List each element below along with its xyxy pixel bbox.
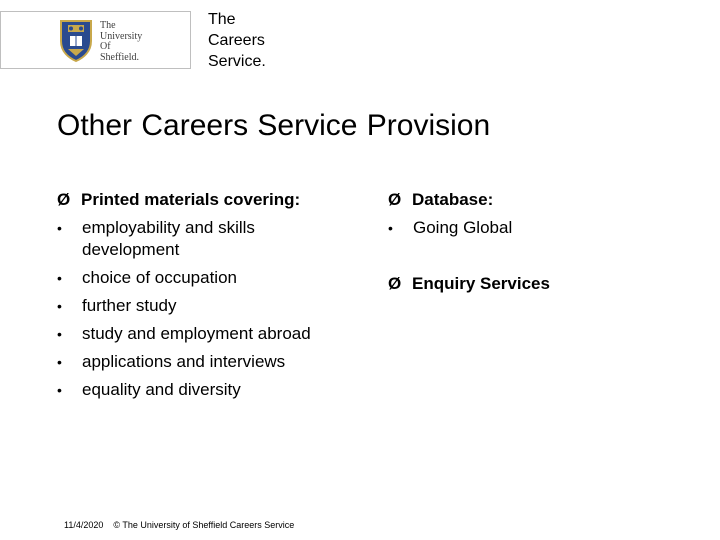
bullet-icon: • bbox=[57, 382, 62, 398]
list-item-text: further study bbox=[82, 296, 177, 315]
list-item-text: development bbox=[82, 240, 180, 259]
footer-date: 11/4/2020 bbox=[64, 520, 104, 530]
list-item-text: choice of occupation bbox=[82, 268, 237, 287]
printed-materials-heading bbox=[57, 189, 300, 211]
list-item-text: applications and interviews bbox=[82, 352, 286, 371]
bullet-icon: • bbox=[57, 354, 62, 370]
bullet-icon: • bbox=[57, 298, 62, 314]
list-item-text: study and employment abroad bbox=[82, 324, 311, 343]
database-heading bbox=[388, 189, 493, 211]
university-logo bbox=[0, 11, 191, 69]
footer-copyright: © The University of Sheffield Careers Service bbox=[113, 520, 295, 530]
bullet-icon: • bbox=[57, 220, 62, 236]
bullet-icon: • bbox=[57, 270, 62, 286]
enquiry-services-heading bbox=[388, 273, 550, 295]
university-shield-icon bbox=[59, 19, 93, 63]
bullet-icon: • bbox=[388, 220, 393, 236]
printed-materials-label: Printed materials covering: bbox=[81, 190, 301, 209]
arrow-bullet-icon: Ø bbox=[57, 190, 71, 209]
footer bbox=[64, 519, 294, 531]
arrow-bullet-icon: Ø bbox=[388, 190, 402, 209]
list-item-text: equality and diversity bbox=[82, 380, 241, 399]
list-item-text: Going Global bbox=[413, 218, 513, 237]
university-logo-text: The University Of Sheffield. bbox=[100, 20, 143, 63]
bullet-icon: • bbox=[57, 326, 62, 342]
list-item-text: employability and skills bbox=[82, 218, 255, 237]
careers-service-title: The Careers Service. bbox=[208, 11, 266, 70]
database-label: Database: bbox=[412, 190, 494, 209]
enquiry-services-label: Enquiry Services bbox=[412, 274, 550, 293]
arrow-bullet-icon: Ø bbox=[388, 274, 402, 293]
page-title: Other Careers Service Provision bbox=[57, 109, 491, 142]
